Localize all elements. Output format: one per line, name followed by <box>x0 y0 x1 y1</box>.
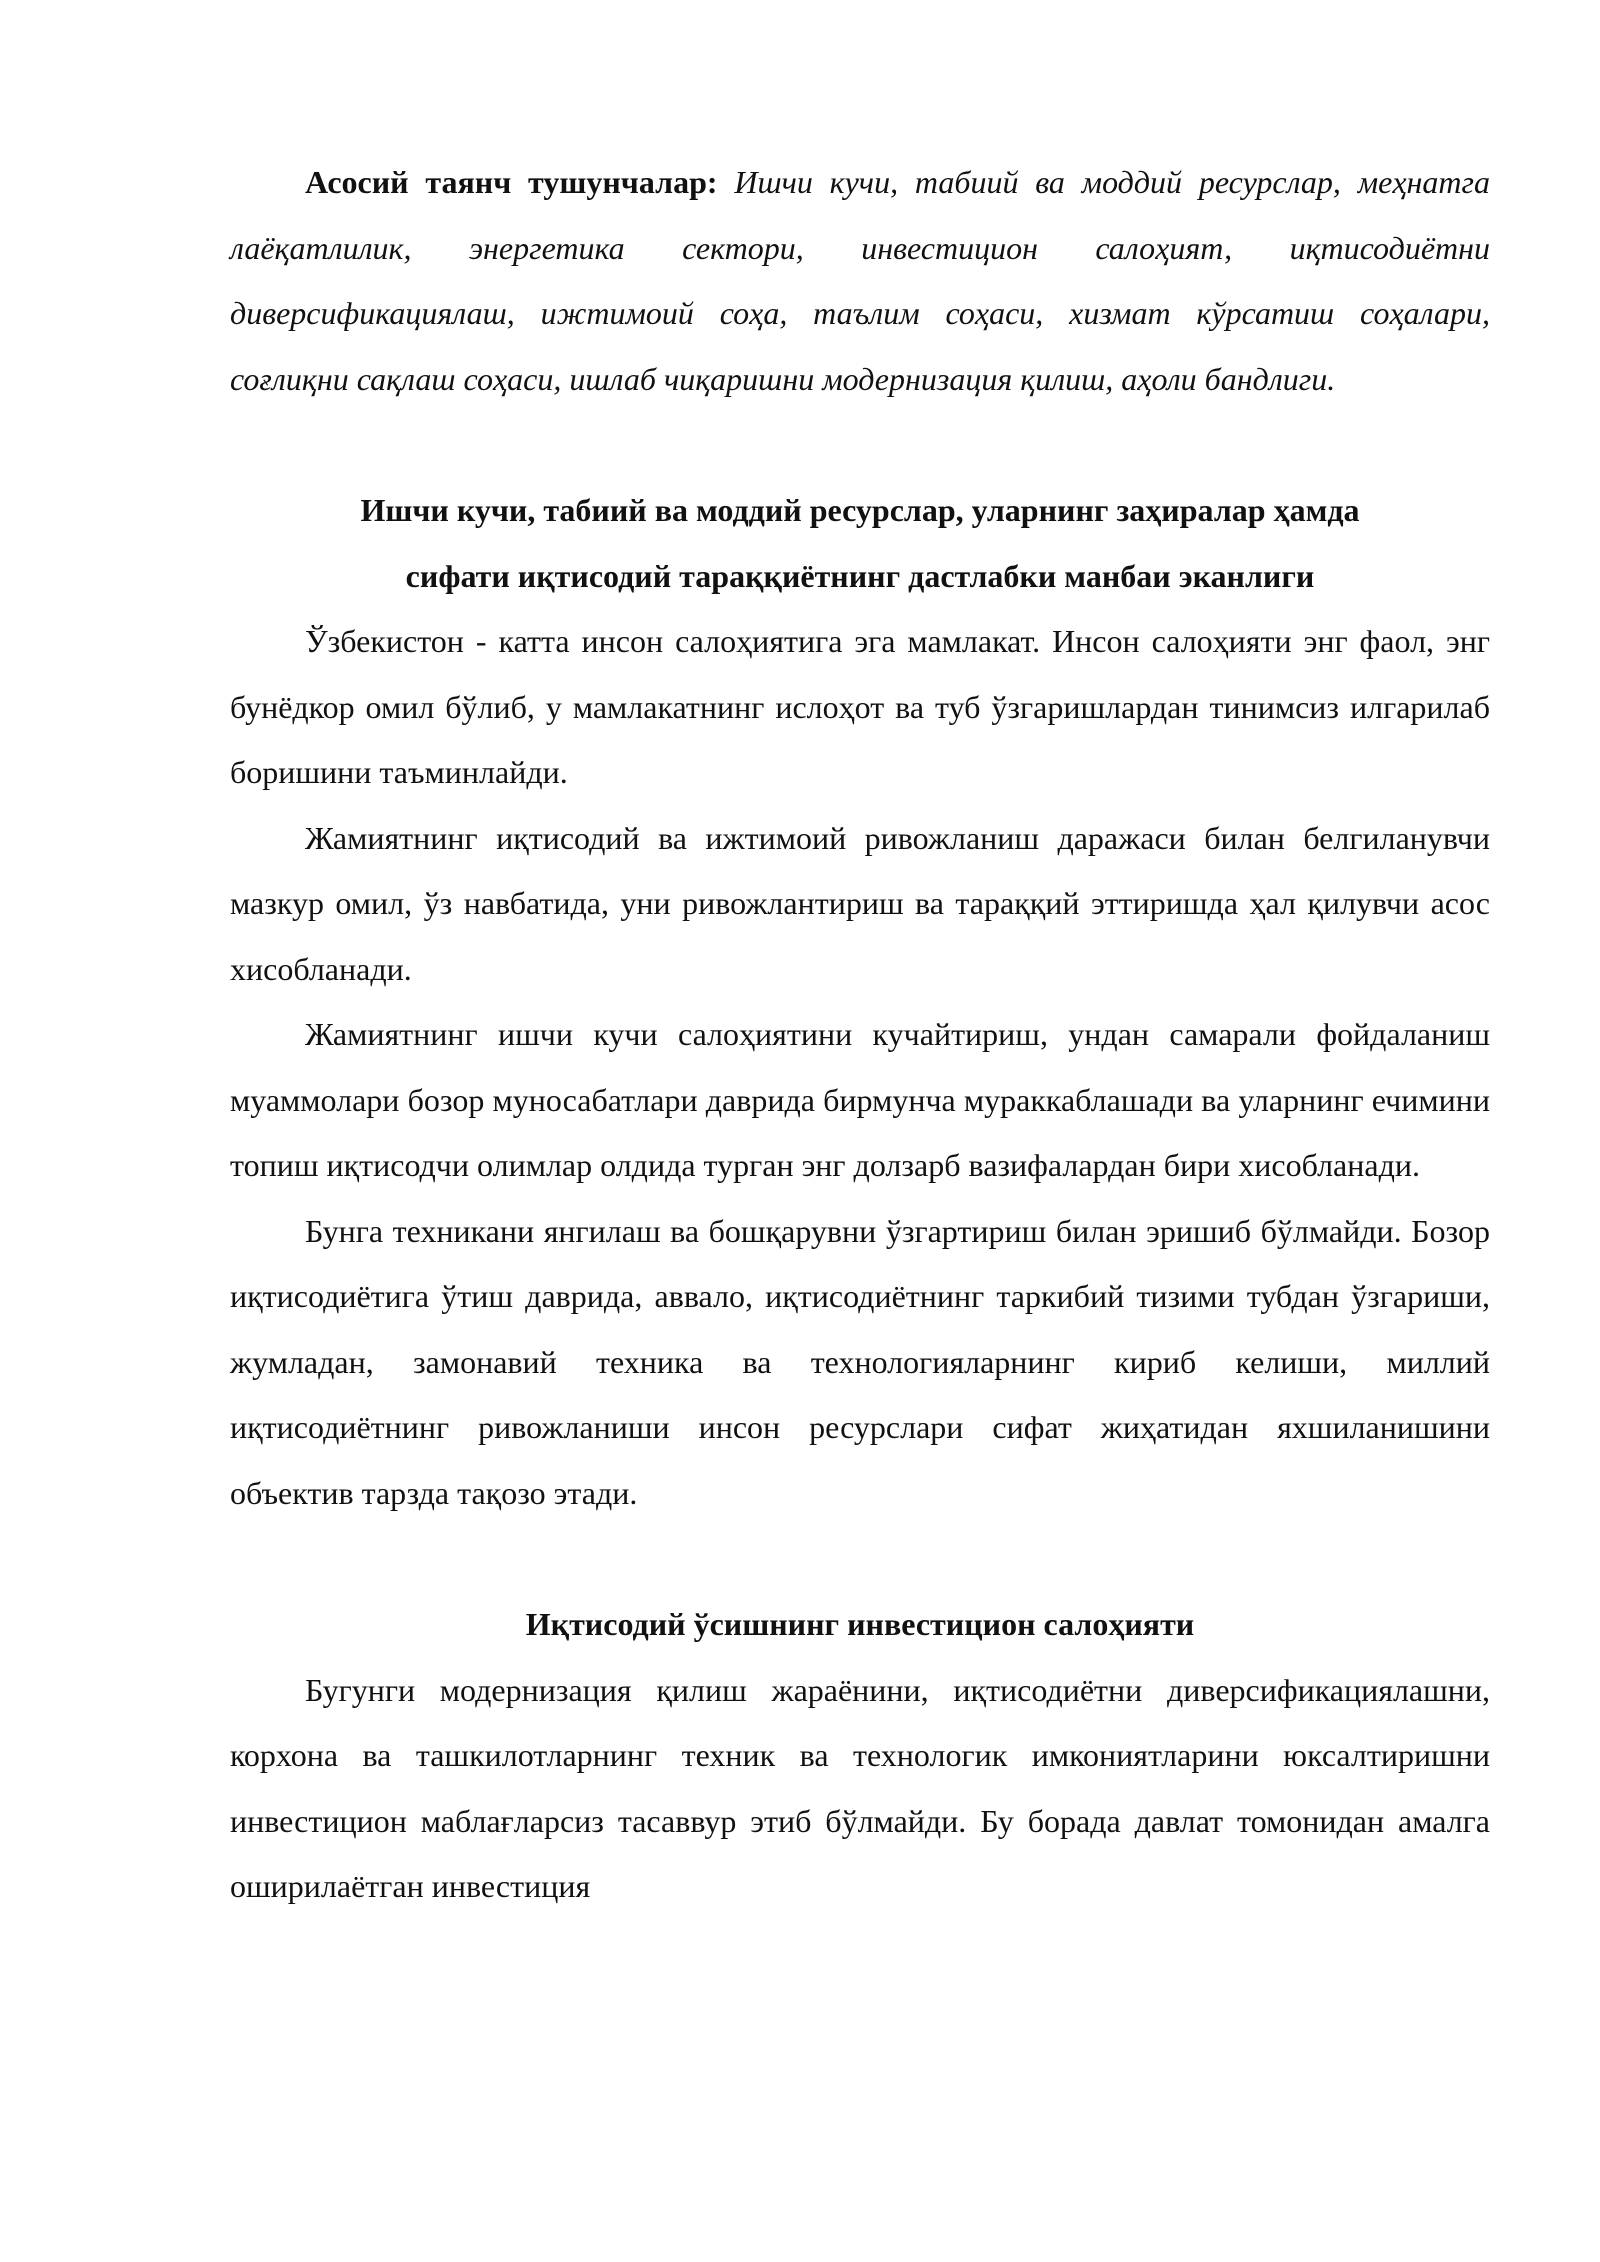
paragraph-modernization: Бугунги модернизация қилиш жараёнини, иқтисодиётни диверсификациялашни, корхона ва ташкилотларнинг техник ва технологик имкониятларини юксалтиришни инвестицион маблағларсиз тасаввур этиб бўлмайди. Бу борада давлат томонидан амалга оширилаётган инвестиция <box>230 1671 1490 1904</box>
paragraph-development-level: Жамиятнинг иқтисодий ва ижтимоий ривожланиш даражаси билан белгиланувчи мазкур омил, ўз навбатида, уни ривожлантириш ва тараққий эттиришда ҳал қилувчи асос хисобланади. <box>230 819 1490 987</box>
section-spacer <box>230 1526 1490 1592</box>
section-heading-investment: Иқтисодий ўсишнинг инвестицион салоҳияти <box>525 1606 1195 1642</box>
document-body <box>230 150 1490 1920</box>
section-spacer <box>230 412 1490 478</box>
paragraph-labor-force: Жамиятнинг ишчи кучи салоҳиятини кучайтириш, ундан самарали фойдаланиш муаммолари бозор муносабатлари даврида бирмунча мураккаблашади ва уларнинг ечимини топиш иқтисодчи олимлар олдида турган энг долзарб вазифалардан бири хисобланади. <box>230 1016 1490 1183</box>
keywords-paragraph <box>230 150 1490 412</box>
keywords-text: Ишчи кучи, табиий ва моддий ресурслар, меҳнатга лаёқатлилик, энергетика сектори, инвестицион салоҳият, иқтисодиётни диверсификациялаш, ижтимоий соҳа, таълим соҳаси, хизмат кўрсатиш соҳалари, соғлиқни сақлаш соҳаси, ишлаб чиқаришни модернизация қилиш, аҳоли бандлиги. <box>230 164 1491 397</box>
paragraph-market-transition: Бунга техникани янгилаш ва бошқарувни ўзгартириш билан эришиб бўлмайди. Бозор иқтисодиётига ўтиш даврида, аввало, иқтисодиётнинг таркибий тизими тубдан ўзгариши, жумладан, замонавий техника ва технологияларнинг кириб келиши, миллий иқтисодиётнинг ривожланиши инсон ресурслари сифат жиҳатидан яхшиланишини объектив тарзда тақозо этади. <box>230 1212 1490 1511</box>
section-heading-resources-line1: Ишчи кучи, табиий ва моддий ресурслар, уларнинг заҳиралар ҳамда <box>360 492 1360 528</box>
keywords-label: Асосий таянч тушунчалар: <box>305 164 718 200</box>
paragraph-human-potential: Ўзбекистон - катта инсон салоҳиятига эга мамлакат. Инсон салоҳияти энг фаол, энг бунёдкор омил бўлиб, у мамлакатнинг ислоҳот ва туб ўзгаришлардан тинимсиз илгарилаб боришини таъминлайди. <box>230 623 1490 790</box>
section-heading-resources-line2: сифати иқтисодий тараққиётнинг дастлабки манбаи эканлиги <box>405 557 1315 594</box>
